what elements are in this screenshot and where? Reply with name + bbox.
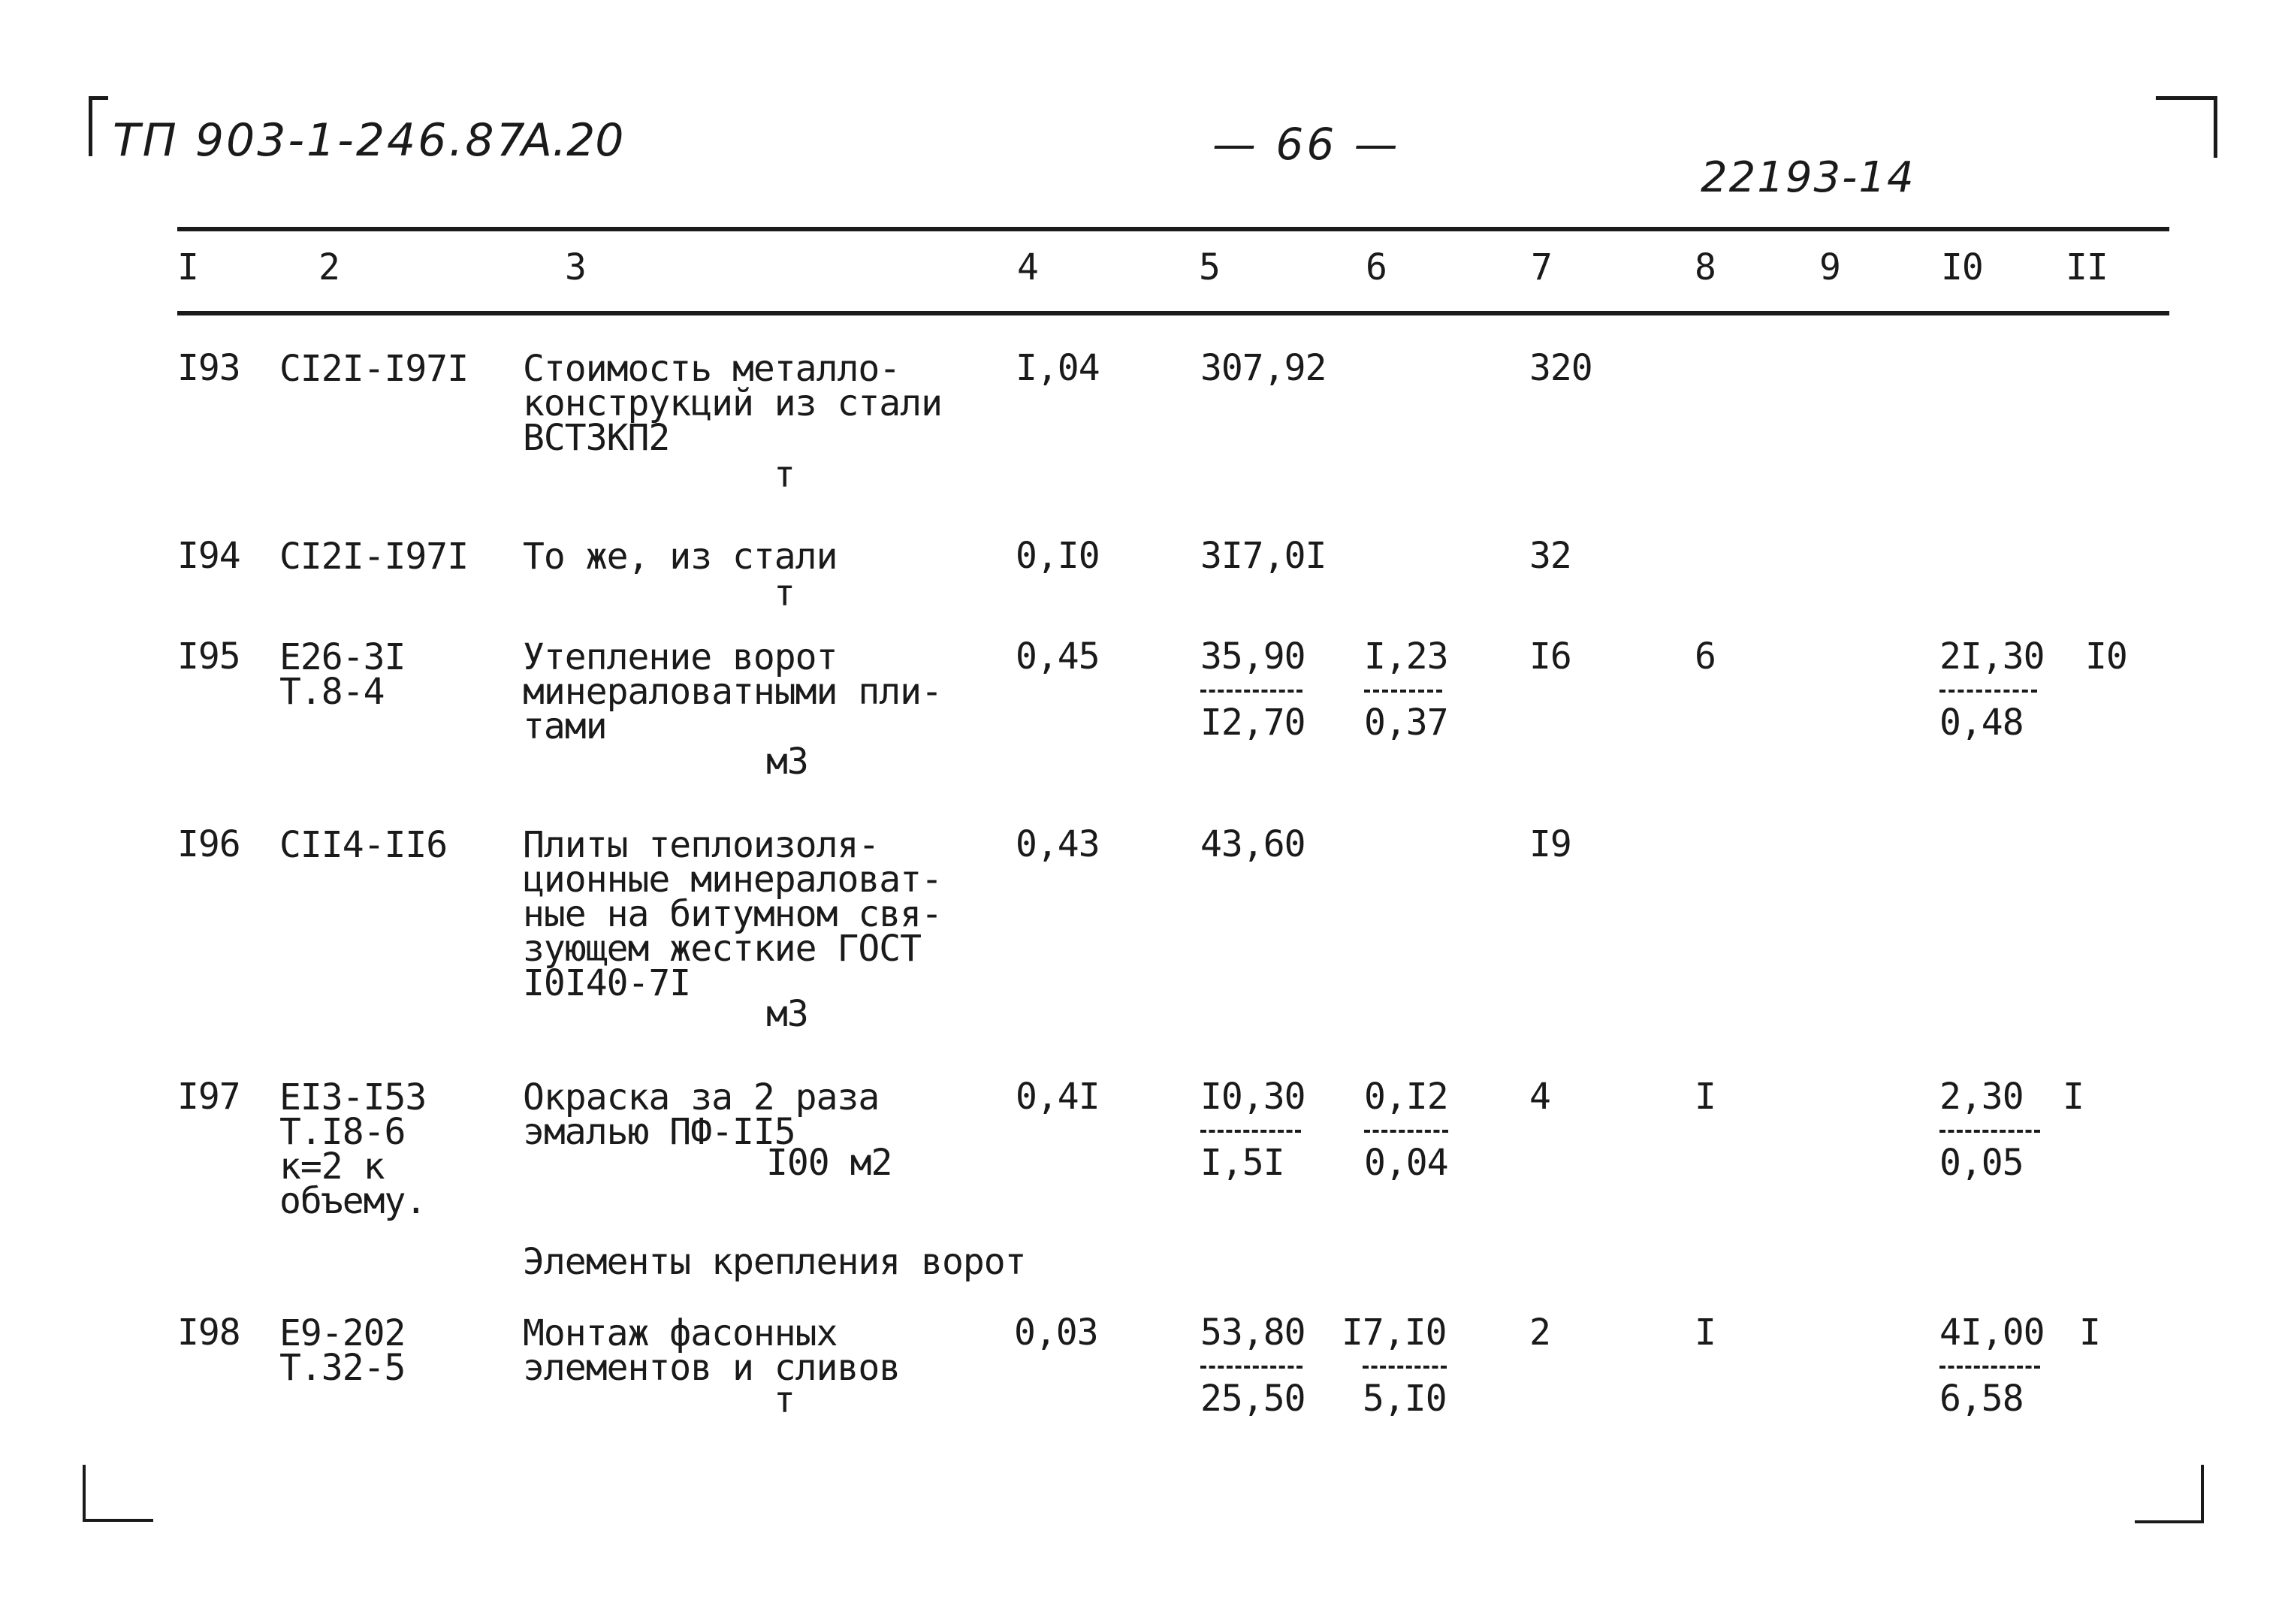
frame-corner-top-right-h [2156, 96, 2217, 100]
section-heading: Элементы крепления ворот [523, 1241, 1026, 1283]
row-col5: 307,92 [1200, 347, 1327, 389]
fraction-numerator: I0,30 [1200, 1076, 1305, 1118]
row-number: I96 [177, 823, 240, 865]
row-col5: 3I7,0I [1200, 535, 1327, 577]
fraction-numerator: 53,80 [1200, 1312, 1305, 1354]
fraction-bar [1939, 690, 2037, 696]
row-col11: I [2063, 1076, 2084, 1118]
fraction-numerator: 0,I2 [1364, 1076, 1448, 1118]
table-header-rule [177, 311, 2169, 315]
page-number: — 66 — [1212, 119, 1401, 170]
col-header-7: 7 [1531, 246, 1552, 288]
frame-corner-top-left-v [89, 96, 92, 156]
row-number: I98 [177, 1312, 240, 1354]
inventory-number: 22193-14 [1701, 153, 1915, 202]
row-unit: т [774, 454, 795, 496]
col-header-6: 6 [1366, 246, 1387, 288]
row-code: EI3-I53 T.I8-6 к=2 к объему. [279, 1076, 427, 1222]
row-col7: I9 [1529, 823, 1571, 865]
row-code: E9-202 T.32-5 [279, 1312, 406, 1389]
row-col4: 0,03 [1014, 1312, 1098, 1354]
col-header-2: 2 [318, 246, 340, 288]
row-col8: 6 [1695, 635, 1716, 678]
frame-corner-bottom-left-v [83, 1465, 86, 1522]
fraction-bar [1363, 1366, 1447, 1372]
row-col4: 0,4I [1016, 1076, 1100, 1118]
table-top-rule [177, 227, 2169, 231]
row-code: CI2I-I97I [279, 348, 469, 390]
col-header-4: 4 [1017, 246, 1038, 288]
row-unit: м3 [766, 993, 808, 1035]
row-col7: I6 [1529, 635, 1571, 678]
row-col7: 320 [1529, 347, 1592, 389]
row-number: I94 [177, 535, 240, 577]
row-number: I97 [177, 1076, 240, 1118]
fraction-numerator: 35,90 [1200, 635, 1305, 678]
col-header-3: 3 [565, 246, 586, 288]
fraction-bar [1939, 1130, 2040, 1136]
frame-corner-top-right-v [2214, 96, 2217, 158]
row-unit: т [774, 1379, 795, 1421]
album-number: А.20 [521, 114, 624, 167]
fraction-denominator: 0,48 [1939, 702, 2024, 744]
row-unit: т [774, 572, 795, 614]
frame-corner-bottom-right-v [2201, 1465, 2204, 1523]
row-col4: I,04 [1016, 347, 1100, 389]
fraction-denominator: 6,58 [1939, 1378, 2024, 1420]
row-col8: I [1695, 1312, 1716, 1354]
frame-corner-bottom-left-h [83, 1519, 153, 1522]
fraction-denominator: 25,50 [1200, 1378, 1305, 1420]
row-description: Монтаж фасонных элементов и сливов [523, 1312, 901, 1389]
row-description: Стоимость металло- конструкций из стали ВСТ3КП2 [523, 348, 942, 459]
fraction-denominator: 0,05 [1939, 1142, 2024, 1184]
col-header-5: 5 [1199, 246, 1220, 288]
row-col7: 32 [1529, 535, 1571, 577]
fraction-bar [1364, 690, 1442, 696]
fraction-numerator: I,23 [1364, 635, 1448, 678]
frame-corner-bottom-right-h [2135, 1520, 2204, 1523]
fraction-bar [1200, 1130, 1301, 1136]
fraction-denominator: 5,I0 [1363, 1378, 1447, 1420]
row-description: Окраска за 2 раза эмалью ПФ-II5 [523, 1076, 880, 1153]
fraction-denominator: I,5I [1200, 1142, 1284, 1184]
doc-code: ТП 903-1-246.87 [113, 114, 527, 167]
fraction-numerator: 2I,30 [1939, 635, 2045, 678]
row-col5: 43,60 [1200, 823, 1305, 865]
row-unit: м3 [766, 741, 808, 783]
col-header-11: II [2066, 246, 2108, 288]
row-col7: 2 [1529, 1312, 1550, 1354]
row-number: I93 [177, 347, 240, 389]
row-description: То же, из стали [523, 536, 838, 578]
fraction-bar [1200, 690, 1302, 696]
frame-corner-top-left-h [89, 96, 108, 100]
row-number: I95 [177, 635, 240, 678]
fraction-numerator: I7,I0 [1342, 1312, 1447, 1354]
fraction-denominator: 0,04 [1364, 1142, 1448, 1184]
fraction-bar [1200, 1366, 1302, 1372]
row-description: Плиты теплоизоля- ционные минераловат- ные на битумном свя- зующем жесткие ГОСТ I0I40-7I [523, 824, 942, 1004]
col-header-10: I0 [1941, 246, 1983, 288]
col-header-9: 9 [1819, 246, 1840, 288]
row-col4: 0,I0 [1016, 535, 1100, 577]
row-unit: I00 м2 [766, 1142, 892, 1184]
row-col4: 0,43 [1016, 823, 1100, 865]
fraction-numerator: 4I,00 [1939, 1312, 2045, 1354]
row-code: CII4-II6 [279, 824, 448, 866]
row-code: E26-3I T.8-4 [279, 636, 406, 713]
fraction-denominator: 0,37 [1364, 702, 1448, 744]
row-col8: I [1695, 1076, 1716, 1118]
fraction-bar [1364, 1130, 1448, 1136]
col-header-1: I [177, 246, 198, 288]
fraction-denominator: I2,70 [1200, 702, 1305, 744]
row-col4: 0,45 [1016, 635, 1100, 678]
col-header-8: 8 [1695, 246, 1716, 288]
row-code: CI2I-I97I [279, 536, 469, 578]
fraction-numerator: 2,30 [1939, 1076, 2024, 1118]
row-col11: I0 [2085, 635, 2127, 678]
row-col11: I [2079, 1312, 2100, 1354]
fraction-bar [1939, 1366, 2040, 1372]
row-col7: 4 [1529, 1076, 1550, 1118]
row-description: Утепление ворот минераловатными пли- тами [523, 636, 942, 747]
